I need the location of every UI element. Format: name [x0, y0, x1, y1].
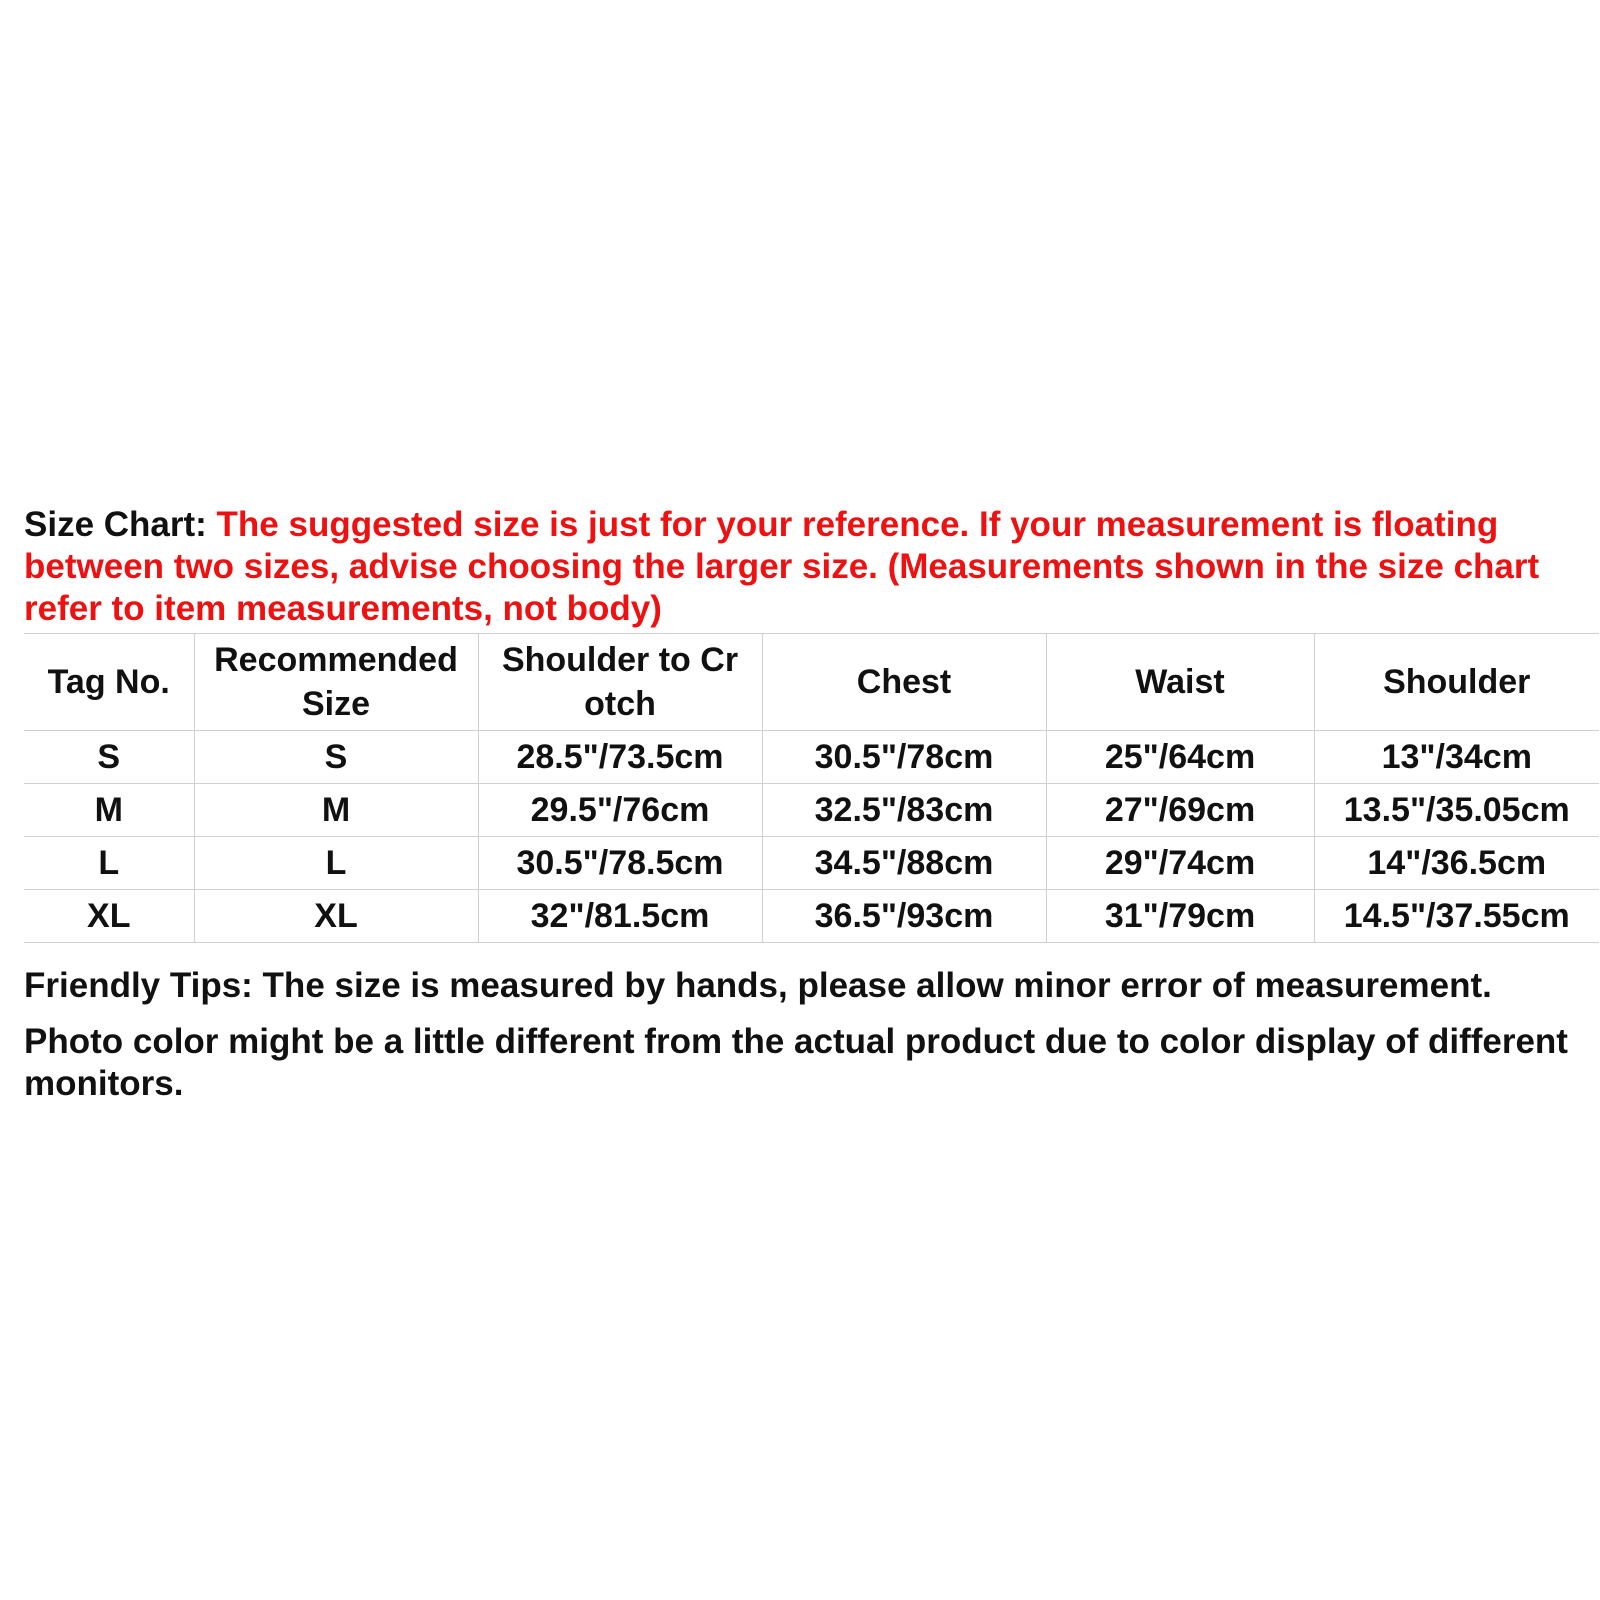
table-row: [24, 890, 1599, 943]
cell-waist: 27"/69cm: [1046, 784, 1314, 837]
cell-chest: 36.5"/93cm: [762, 890, 1046, 943]
table-header-row: [24, 634, 1599, 731]
cell-tag-no: L: [24, 837, 194, 890]
header-shoulder: Shoulder: [1314, 634, 1599, 731]
cell-shoulder: 14.5"/37.55cm: [1314, 890, 1599, 943]
header-waist: Waist: [1046, 634, 1314, 731]
cell-tag-no: XL: [24, 890, 194, 943]
header-shoulder-to-crotch: Shoulder to Cr otch: [478, 634, 762, 731]
cell-shoulder: 13"/34cm: [1314, 731, 1599, 784]
cell-waist: 31"/79cm: [1046, 890, 1314, 943]
cell-recommended-size: M: [194, 784, 478, 837]
table-row: [24, 731, 1599, 784]
cell-waist: 25"/64cm: [1046, 731, 1314, 784]
cell-recommended-size: S: [194, 731, 478, 784]
header-recommended-size: Recommended Size: [194, 634, 478, 731]
cell-recommended-size: XL: [194, 890, 478, 943]
cell-tag-no: M: [24, 784, 194, 837]
size-reference-note: The suggested size is just for your reference. If your measurement is floating between two sizes, advise choosing the larger size. (Measurements shown in the size chart refer to item measurements, not body): [24, 505, 1540, 628]
cell-recommended-size: L: [194, 837, 478, 890]
table-row: [24, 837, 1599, 890]
cell-shoulder: 13.5"/35.05cm: [1314, 784, 1599, 837]
size-chart-label: Size Chart:: [24, 505, 217, 544]
header-tag-no: Tag No.: [24, 634, 194, 731]
cell-chest: 34.5"/88cm: [762, 837, 1046, 890]
cell-waist: 29"/74cm: [1046, 837, 1314, 890]
cell-shoulder-to-crotch: 28.5"/73.5cm: [478, 731, 762, 784]
cell-shoulder-to-crotch: 30.5"/78.5cm: [478, 837, 762, 890]
cell-chest: 30.5"/78cm: [762, 731, 1046, 784]
cell-shoulder-to-crotch: 32"/81.5cm: [478, 890, 762, 943]
header-chest: Chest: [762, 634, 1046, 731]
color-disclaimer: Photo color might be a little different from the actual product due to color display of different monitors.: [24, 1022, 1568, 1103]
table-row: [24, 784, 1599, 837]
size-chart-intro: [24, 504, 1584, 630]
cell-chest: 32.5"/83cm: [762, 784, 1046, 837]
friendly-tips: Friendly Tips: The size is measured by hands, please allow minor error of measurement.: [24, 966, 1492, 1005]
cell-shoulder: 14"/36.5cm: [1314, 837, 1599, 890]
cell-shoulder-to-crotch: 29.5"/76cm: [478, 784, 762, 837]
size-table: [24, 633, 1599, 943]
cell-tag-no: S: [24, 731, 194, 784]
